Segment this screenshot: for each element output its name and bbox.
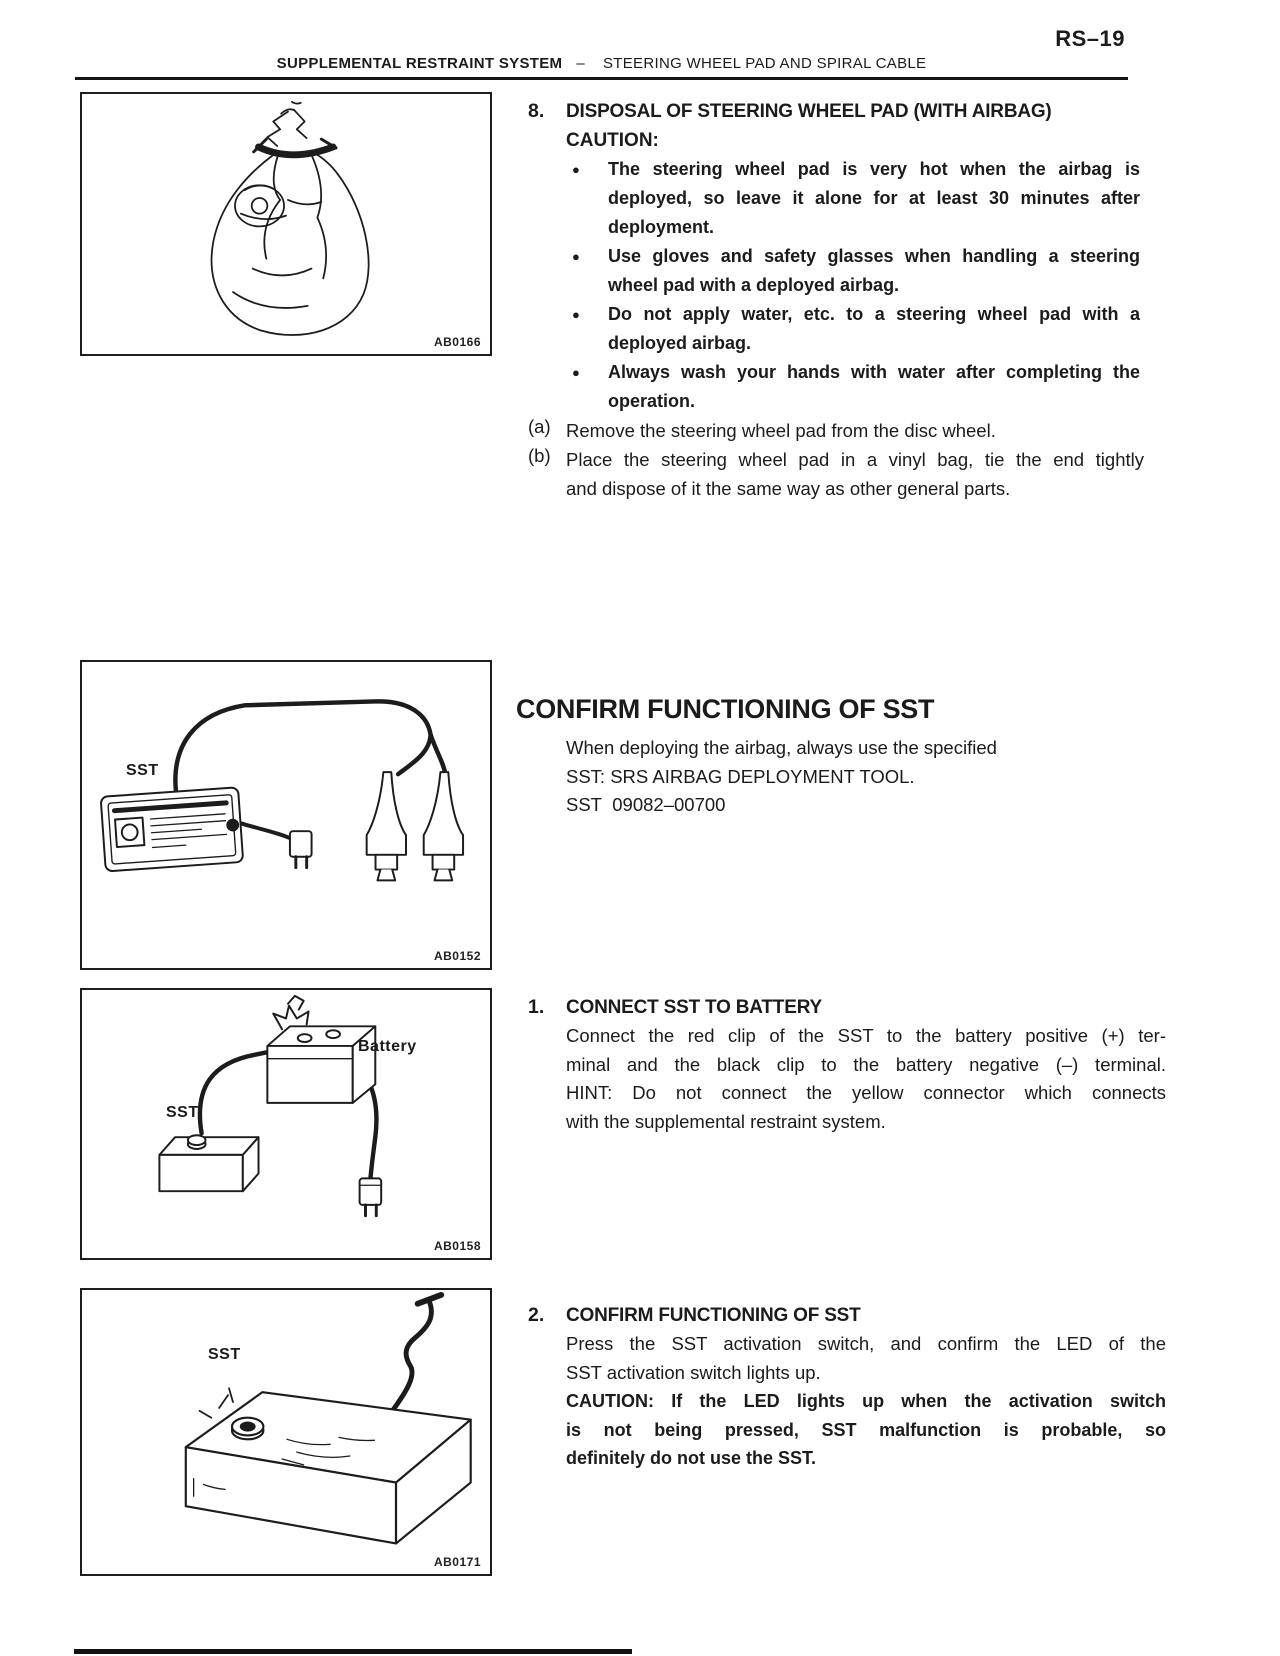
text-line: SST 09082–00700 [566, 794, 726, 815]
figure-code: AB0152 [433, 949, 481, 963]
text-line: The steering wheel pad is very hot when the airbag is [608, 159, 1140, 179]
caution-bullet [516, 155, 1166, 242]
step-a [516, 416, 1166, 445]
text-line: Remove the steering wheel pad from the disc wheel. [566, 420, 996, 441]
step-label: (a) [528, 416, 551, 437]
confirm-section [516, 690, 1166, 820]
caution-bullet [516, 300, 1166, 358]
page-edge-mark [74, 1649, 632, 1654]
bullet-icon: ● [572, 307, 580, 322]
page-number: RS–19 [1055, 26, 1125, 51]
bullet-text [608, 155, 1140, 242]
bullet-text [608, 300, 1140, 358]
figure-sst-tool [80, 660, 492, 970]
text-line: minal and the black clip to the battery negative (–) terminal. [566, 1053, 1166, 1075]
sst-device-drawing [82, 1290, 490, 1569]
figure-code: AB0166 [433, 335, 481, 349]
step-title: CONNECT SST TO BATTERY [566, 997, 822, 1018]
text-line: Use gloves and safety glasses when handling a steering [608, 246, 1140, 266]
text-line: deployed airbag. [608, 333, 752, 353]
caution-line: definitely do not use the SST. [566, 1448, 817, 1468]
step-number: 1. [528, 996, 545, 1018]
caution-line: is not being pressed, SST malfunction is probable, so [566, 1419, 1166, 1440]
battery-label: Battery [358, 1038, 417, 1055]
step-1 [516, 993, 1166, 1136]
step-2-heading [516, 1301, 1166, 1330]
text-line: deployed, so leave it alone for at least 30 minutes after [608, 188, 1140, 208]
figure-sst-battery [80, 988, 492, 1260]
text-line: Do not apply water, etc. to a steering wheel pad with a [608, 304, 1140, 324]
step-text [566, 416, 1144, 445]
bullet-text [608, 242, 1140, 300]
text-line: Always wash your hands with water after completing the [608, 362, 1140, 382]
step-1-heading [516, 993, 1166, 1022]
text-line: operation. [608, 391, 696, 411]
bullet-text [608, 358, 1140, 416]
step-2-body [566, 1330, 1166, 1473]
figure-code: AB0158 [433, 1239, 481, 1253]
step-1-body [566, 1022, 1166, 1136]
bullet-icon: ● [572, 365, 580, 380]
step-number: 2. [528, 1304, 545, 1326]
text-line: When deploying the airbag, always use the specified [566, 737, 997, 758]
text-line: and dispose of it the same way as other general parts. [566, 478, 1011, 499]
text-line: wheel pad with a deployed airbag. [608, 275, 900, 295]
section-number: 8. [528, 100, 545, 122]
text-line: Place the steering wheel pad in a vinyl bag, tie the end tightly [566, 449, 1144, 470]
step-label: (b) [528, 445, 551, 466]
vinyl-bag-drawing [82, 94, 490, 349]
figure-code: AB0171 [433, 1555, 481, 1569]
confirm-title: CONFIRM FUNCTIONING OF SST [516, 694, 935, 724]
caution-line: CAUTION: If the LED lights up when the activation switch [566, 1391, 1166, 1411]
section-8-heading [516, 97, 1166, 126]
figure-disposal-bag [80, 92, 492, 356]
header-breadcrumb [75, 55, 1128, 72]
sst-tool-drawing [82, 662, 490, 963]
bullet-icon: ● [572, 162, 580, 177]
caution-bullet [516, 242, 1166, 300]
step-2 [516, 1301, 1166, 1473]
figure-sst-device [80, 1288, 492, 1576]
text-line: SST: SRS AIRBAG DEPLOYMENT TOOL. [566, 765, 915, 787]
text-line: Press the SST activation switch, and confirm the LED of the [566, 1333, 1166, 1354]
text-line: SST activation switch lights up. [566, 1361, 821, 1383]
header-rule [75, 77, 1128, 80]
battery-drawing [82, 990, 490, 1253]
step-title: CONFIRM FUNCTIONING OF SST [566, 1305, 861, 1326]
caution-label: CAUTION: [566, 130, 659, 151]
text-line: deployment. [608, 217, 715, 237]
step-b [516, 445, 1166, 503]
confirm-body [566, 734, 1166, 820]
step-text [566, 445, 1144, 503]
sst-label: SST [208, 1346, 241, 1363]
bullet-icon: ● [572, 249, 580, 264]
sst-label: SST [126, 762, 159, 779]
caution-bullet [516, 358, 1166, 416]
section-8 [516, 97, 1166, 503]
section-title: DISPOSAL OF STEERING WHEEL PAD (WITH AIRBAG) [566, 101, 1052, 122]
text-line: with the supplemental restraint system. [566, 1110, 886, 1132]
header-separator: – [576, 55, 585, 72]
header-section-title: SUPPLEMENTAL RESTRAINT SYSTEM [276, 55, 563, 72]
text-line: HINT: Do not connect the yellow connector which connects [566, 1082, 1166, 1103]
sst-label: SST [166, 1104, 199, 1121]
text-line: Connect the red clip of the SST to the battery positive (+) ter- [566, 1025, 1166, 1046]
header-subsection-title: STEERING WHEEL PAD AND SPIRAL CABLE [602, 55, 927, 72]
